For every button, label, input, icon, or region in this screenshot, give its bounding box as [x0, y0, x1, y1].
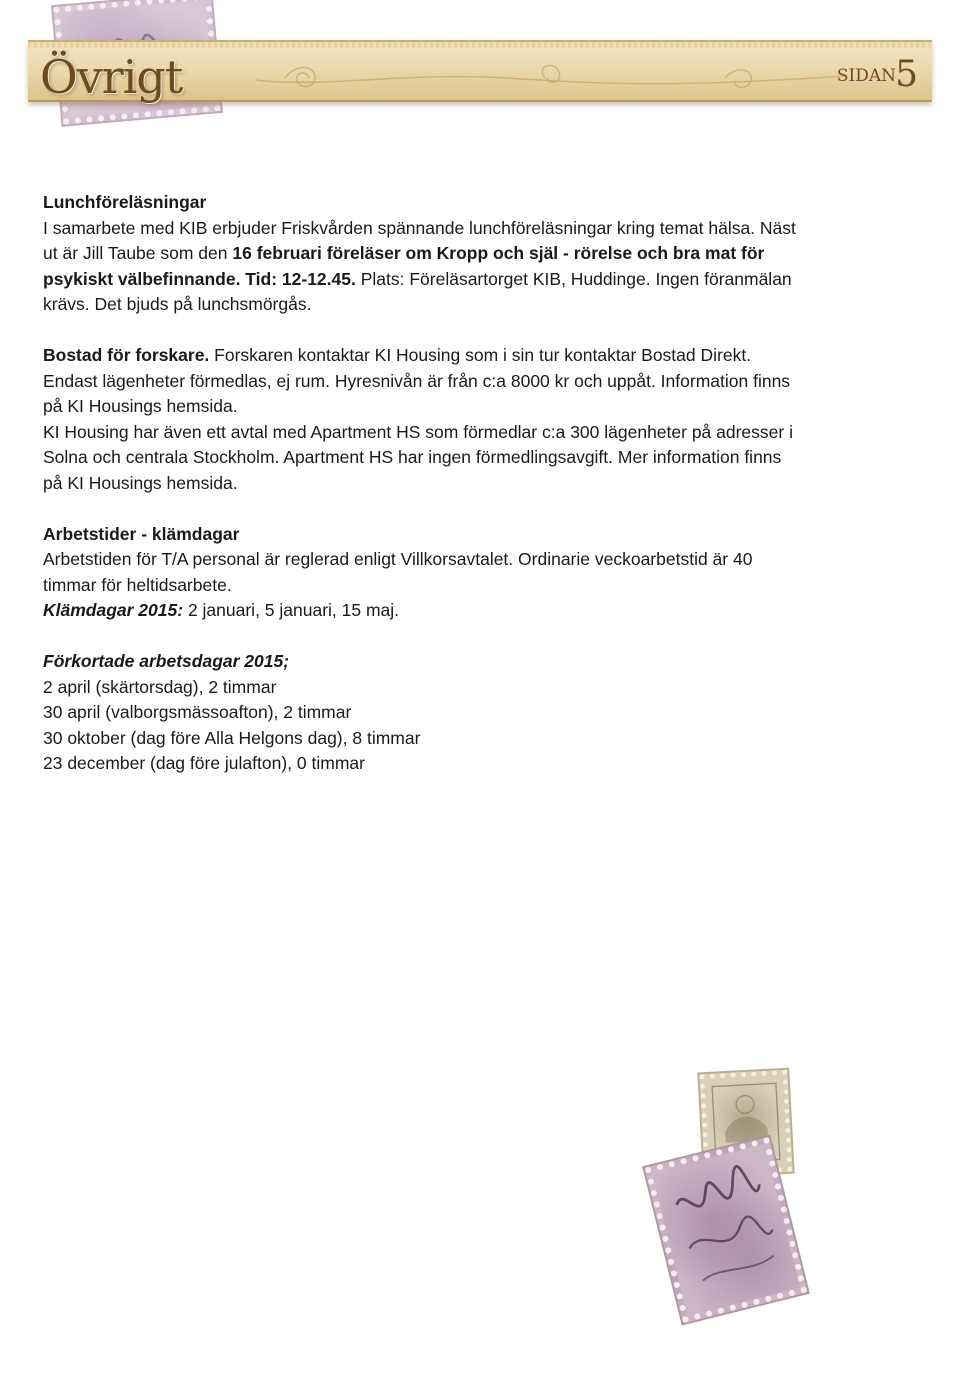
paragraph-line: Endast lägenheter förmedlas, ej rum. Hyresnivån är från c:a 8000 kr och uppåt. Information finns: [43, 370, 791, 391]
section-lunchforelasningar: [43, 190, 923, 318]
paragraph-line: [43, 598, 923, 624]
list-item: 30 oktober (dag före Alla Helgons dag), 8 timmar: [43, 727, 421, 748]
bold-text-run: psykiskt välbefinnande. Tid: 12-12.45.: [43, 268, 356, 289]
section-heading: Arbetstider - klämdagar: [43, 523, 240, 544]
list-item: 23 december (dag före julafton), 0 timmar: [43, 753, 365, 773]
paragraph-line: [43, 267, 923, 293]
text-run: 2 januari, 5 januari, 15 maj.: [183, 600, 400, 620]
list-item: 2 april (skärtorsdag), 2 timmar: [43, 676, 277, 697]
section-bostad: [43, 343, 923, 496]
text-run: Forskaren kontaktar KI Housing som i sin tur kontaktar Bostad Direkt.: [209, 345, 752, 365]
bold-text-run: 16 februari föreläser om Kropp och själ - rörelse och bra mat för: [232, 243, 765, 263]
paragraph-line: [43, 343, 923, 369]
page-title: Övrigt: [40, 50, 183, 104]
paragraph-line: timmar för heltidsarbete.: [43, 574, 232, 595]
section-heading: Bostad för forskare.: [43, 345, 210, 365]
paragraph-line: på KI Housings hemsida.: [43, 472, 238, 493]
paragraph-line: på KI Housings hemsida.: [43, 396, 238, 416]
paragraph-line: krävs. Det bjuds på lunchsmörgås.: [43, 294, 312, 314]
section-forkortade-arbetsdagar: [43, 649, 923, 777]
text-run: ut är Jill Taube som den: [43, 243, 233, 263]
paragraph-line: KI Housing har även ett avtal med Apartment HS som förmedlar c:a 300 lägenheter på adresser i: [43, 421, 793, 442]
list-item: 30 april (valborgsmässoafton), 2 timmar: [43, 702, 352, 722]
article-body: [43, 190, 923, 802]
paragraph-line: Arbetstiden för T/A personal är reglerad enligt Villkorsavtalet. Ordinarie veckoarbetstid är 40: [43, 549, 753, 569]
page-number: 5: [895, 54, 918, 95]
section-arbetstider: [43, 522, 923, 624]
flourish-ornament-icon: [245, 58, 855, 98]
page-label: SIDAN: [836, 66, 896, 86]
paragraph-line: I samarbete med KIB erbjuder Friskvården spännande lunchföreläsningar kring temat hälsa. Näst: [43, 217, 796, 238]
paragraph-line: Solna och centrala Stockholm. Apartment HS har ingen förmedlingsavgift. Mer information finns: [43, 447, 782, 467]
paragraph-line: [43, 241, 923, 267]
bold-italic-label: Klämdagar 2015:: [43, 600, 184, 620]
text-run: Plats: Föreläsartorget KIB, Huddinge. Ingen föranmälan: [355, 268, 792, 289]
section-heading: Förkortade arbetsdagar 2015;: [43, 651, 290, 671]
section-heading: Lunchföreläsningar: [43, 192, 207, 212]
